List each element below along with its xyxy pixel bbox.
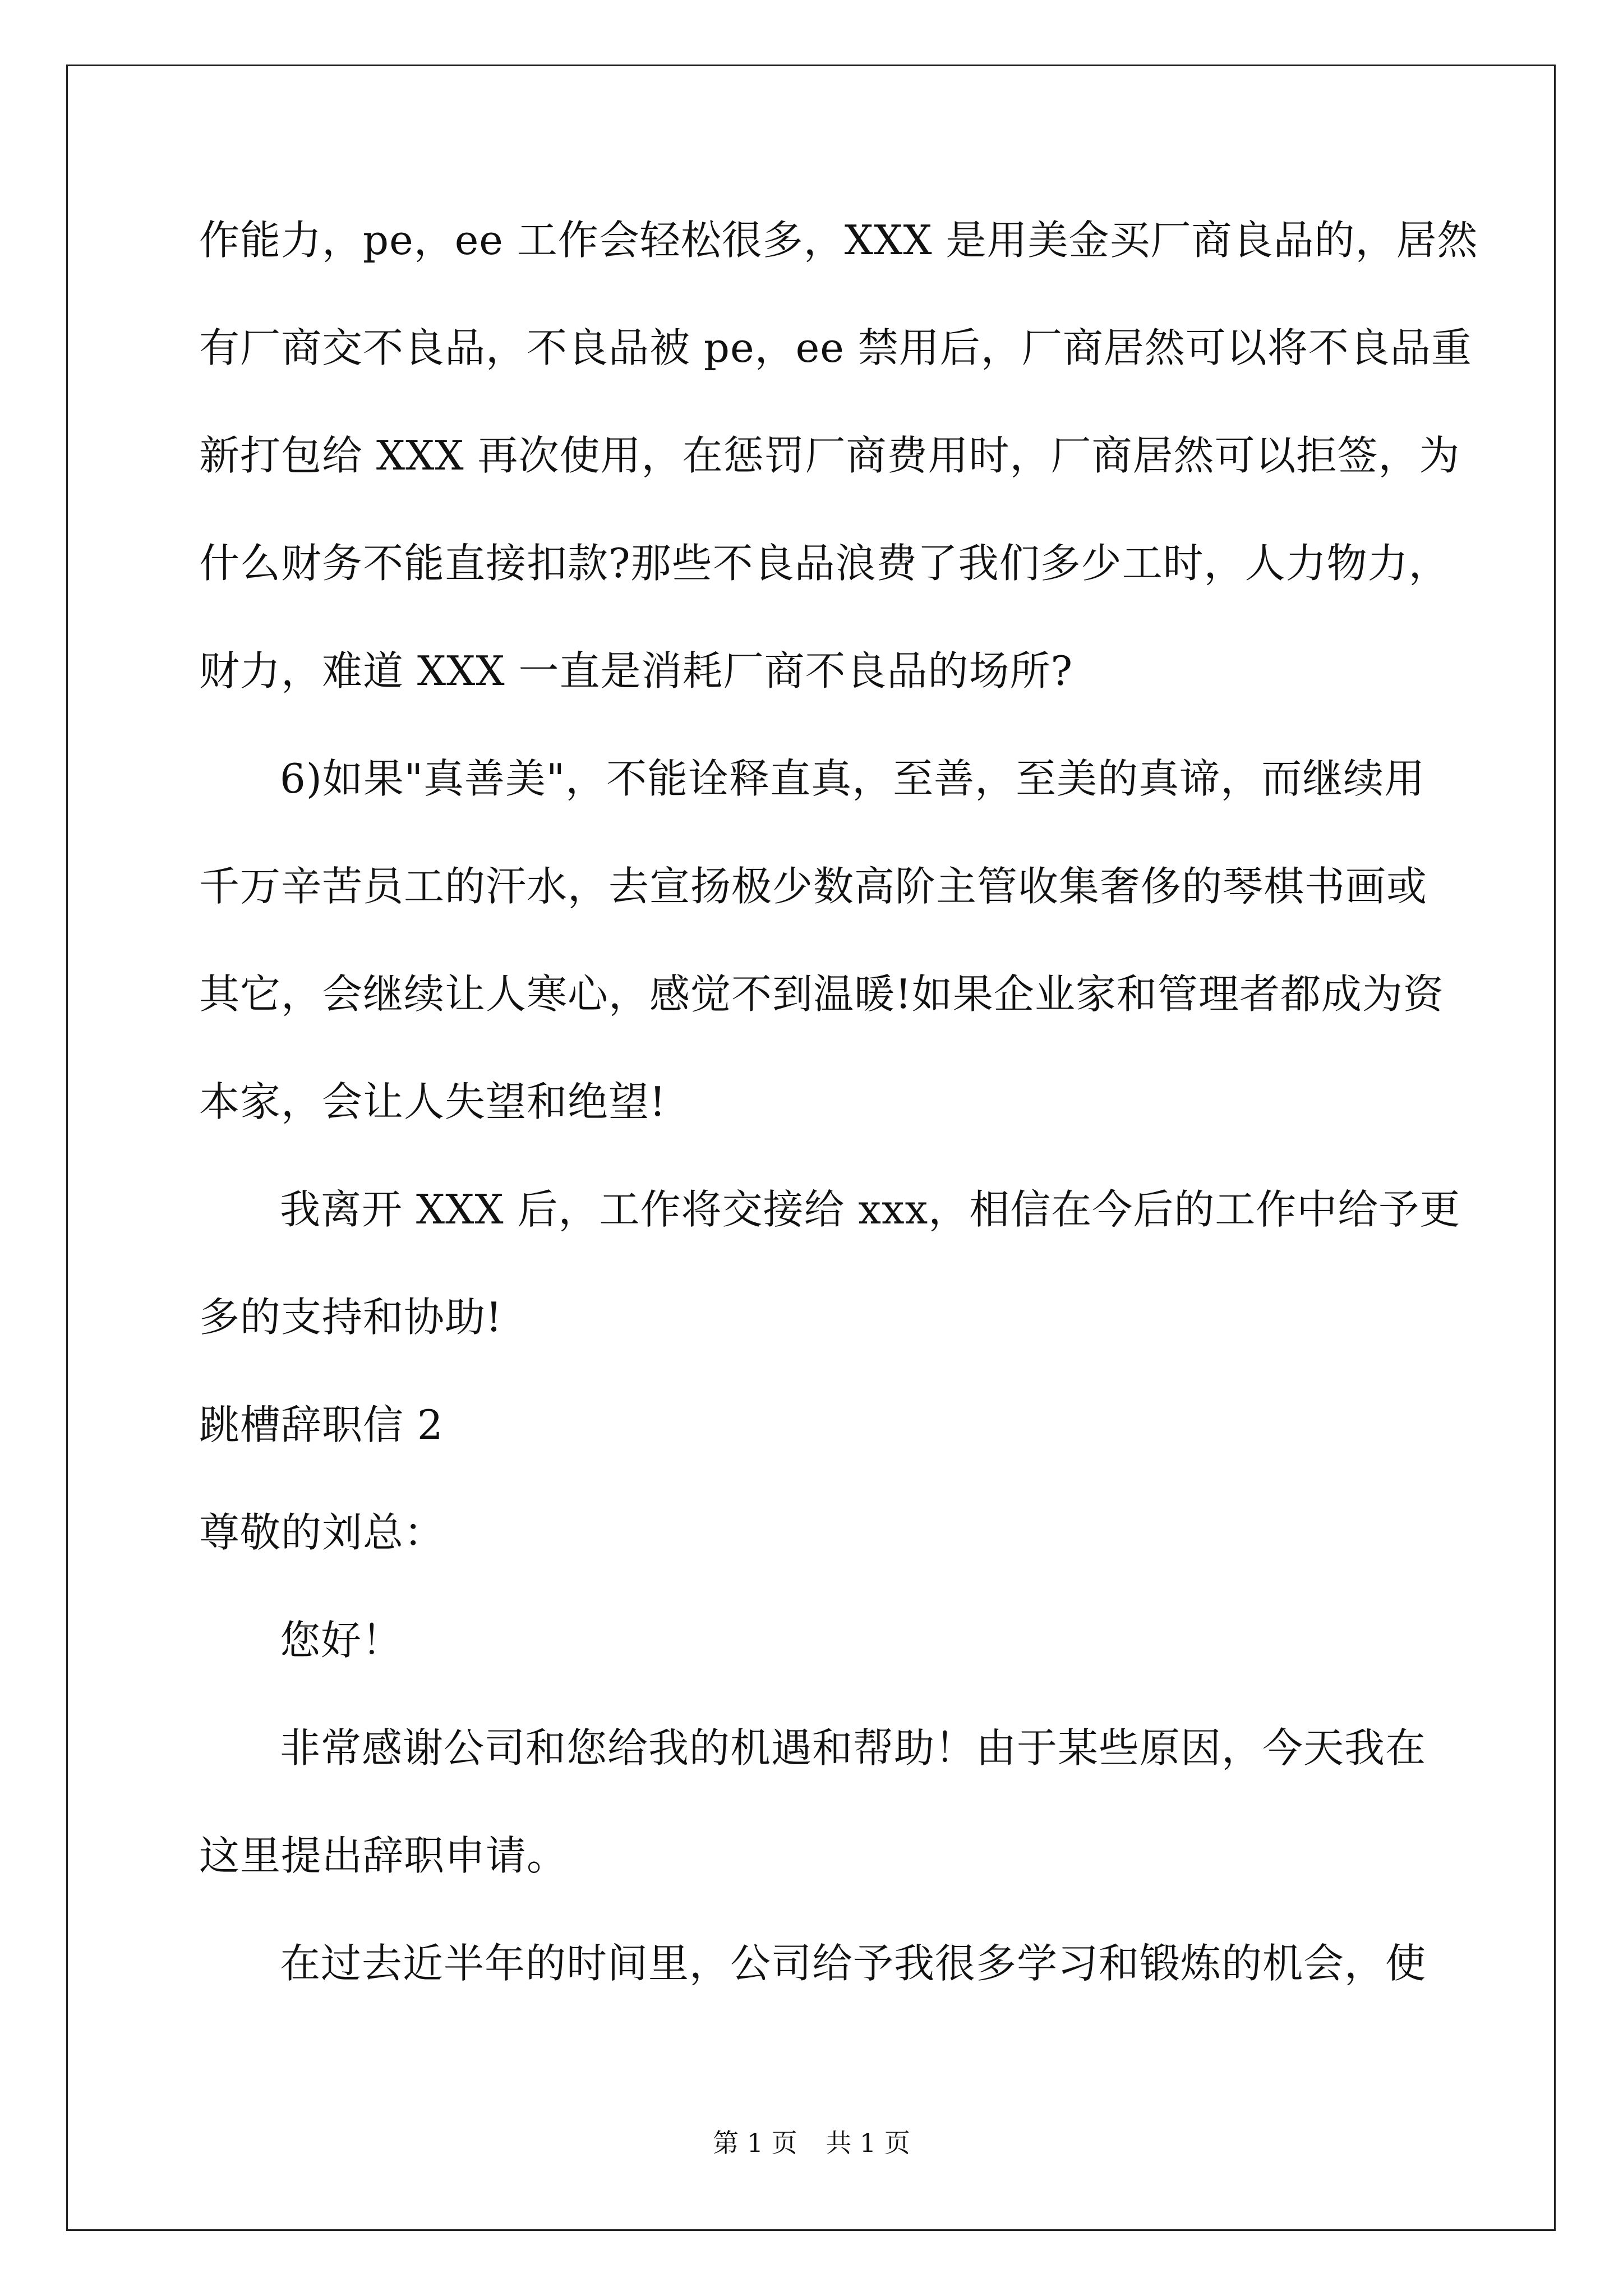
body-line: 我离开 XXX 后，工作将交接给 xxx，相信在今后的工作中给予更 [280,1186,1461,1233]
page-footer [0,2126,1623,2160]
body-line: 在过去近半年的时间里，公司给予我很多学习和锻炼的机会，使 [280,1940,1427,1987]
body-line: 新打包给 XXX 再次使用，在惩罚厂商费用时，厂商居然可以拒签，为 [199,432,1460,479]
body-line: 其它，会继续让人寒心，感觉不到温暖!如果企业家和管理者都成为资 [199,970,1444,1018]
page-total: 共 1 页 [826,2128,910,2158]
body-line: 有厂商交不良品，不良品被 pe，ee 禁用后，厂商居然可以将不良品重 [199,324,1472,371]
body-line: 千万辛苦员工的汗水，去宣扬极少数高阶主管收集奢侈的琴棋书画或 [199,863,1428,910]
body-line: 财力，难道 XXX 一直是消耗厂商不良品的场所? [199,647,1073,694]
salutation: 尊敬的刘总： [199,1509,445,1556]
body-line: 本家，会让人失望和绝望! [199,1078,666,1125]
body-line: 非常感谢公司和您给我的机遇和帮助！由于某些原因，今天我在 [280,1724,1427,1772]
body-line: 什么财务不能直接扣款?那些不良品浪费了我们多少工时，人力物力， [199,540,1450,587]
body-line: 多的支持和协助! [199,1294,502,1341]
greeting: 您好！ [280,1617,403,1664]
page-border [66,65,1556,2231]
section-heading: 跳槽辞职信 2 [199,1401,444,1448]
page-number: 第 1 页 [713,2128,797,2158]
body-line: 这里提出辞职申请。 [199,1832,568,1879]
body-line: 作能力，pe，ee 工作会轻松很多，XXX 是用美金买厂商良品的，居然 [199,217,1478,264]
body-line: 6)如果"真善美"，不能诠释直真，至善，至美的真谛，而继续用 [280,755,1426,802]
